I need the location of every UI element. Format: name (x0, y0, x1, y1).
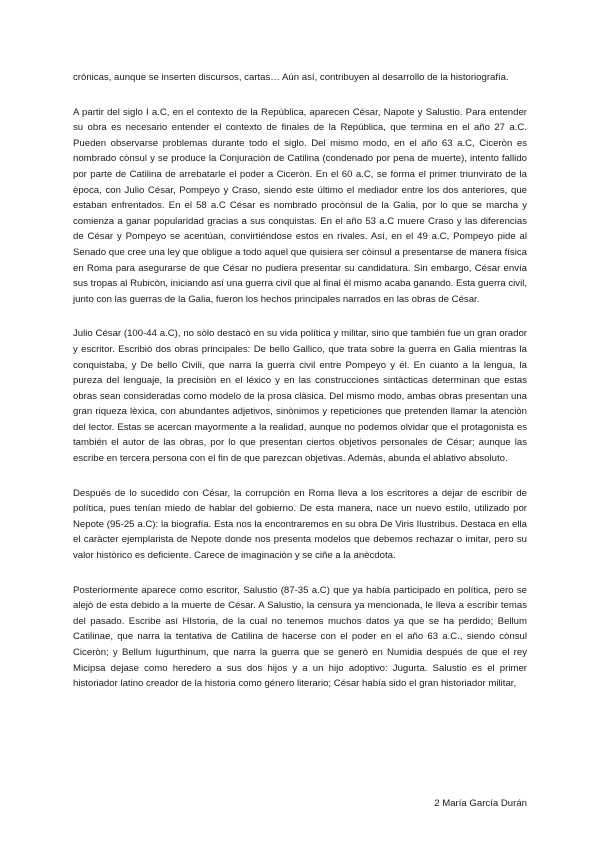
paragraph-salustio: Posteriormente aparece como escritor, Salustio (87-35 a.C) que ya había participado en política, pero se alejò de esta debido a la muerte de César. A Salustio, la censura ya mencionada, le lleva a escribir temas del pasado. Escribe así HIstoria, de la cual no tenemos muchos datos ya que se ha perdido; Bellum Catilinae, que narra la tentativa de Catilina de hacerse con el poder en el año 63 a.C., siendo cònsul Ciceròn; y Bellum Iugurthinum, que narra la guerra que se generò en Numidia después de que el rey Micipsa dejase como heredero a sus dos hijos y a un hijo adoptivo: Jugurta. Salustio es el primer historiador latino creador de la historia como género literario; César había sido el gran historiador militar, (73, 584, 527, 690)
paragraph-republic-context: A partir del siglo I a.C, en el contexto de la República, aparecen César, Napote y Salustio. Para entender su obra es necesario entender el contexto de finales de la República, que termina en el año 27 a.C. Pueden observarse problemas durante todo el siglo. Del mismo modo, en el año 63 a.C, Ciceròn es nombrado cònsul y se produce la Conjuraciòn de Catilina (condenado por pena de muerte), intento fallido por parte de Catilina de arrebatarle el poder a Ciceròn. En el 60 a.C, se forma el primer triunvirato de la època, con Julio César, Pompeyo y Craso, siendo este último el mediador entre los dos anteriores, que estaban enfrentados. En el 58 a.C César es nombrado procònsul de la Galia, por lo que se marcha y comienza a ganar popularidad gracias a sus conquistas. En el año 53 a.C muere Craso y las diferencias de César y Pompeyo se acentúan, convirtiéndose estos en rivales. Así, en el 49 a.C, Pompeyo pide al Senado que cree una ley que obligue a todo aquel que quisiera ser còinsul a presentarse de manera física en Roma para asegurarse de que César no pudiera presentar su candidatura. Sin embargo, César envía sus tropas al Rubicòn, iniciando así una guerra civil que al final él mismo acaba ganando. Esta guerra civil, junto con las guerras de la Galia, fueron los hechos principales narrados en las obras de César. (73, 106, 527, 305)
paragraph-historiography-intro: crónicas, aunque se inserten discursos, cartas… Aún así, contribuyen al desarrollo de la historiografía. (73, 72, 509, 83)
page-footer: 2 María García Durán (434, 798, 527, 809)
paragraph-nepote: Después de lo sucedido con César, la corrupciòn en Roma lleva a los escritores a dejar de escribir de política, pues tenían miedo de hablar del gobierno. De esta manera, nace un nuevo estilo, utilizado por Nepote (95-25 a.C): la biografía. Esta nos la encontraremos en su obra De Viris Ilustribus. Destaca en ella el caràcter ejemplarista de Nepote donde nos presenta modelos que debemos rechazar o imitar, pero su valor històrico es deficiente. Carece de imaginaciòn y se ciñe a la anècdota. (73, 487, 527, 562)
paragraph-julio-cesar: Julio César (100-44 a.C), no sòlo destacò en su vida política y militar, sino que también fue un gran orador y escritor. Escribiò dos obras principales: De bello Gallico, que trata sobre la guerra en Galia mientras la conquistaba, y De bello Civili, que narra la guerra civil entre Pompeyo y él. En cuanto a la lengua, la pureza del lenguaje, la precisiòn en el léxico y en las construcciones sintàcticas determinan que estas obras sean consideradas como modelo de la prosa clàsica. Del mismo modo, ambas obras presentan una gran riqueza lèxica, con abundantes adjetivos, sinònimos y repeticiones que pretenden llamar la atenciòn del lector. Estas se acercan mayormente a la realidad, aunque no podemos olvidar que el protagonista es también el autor de las obras, por lo que presentan ciertos objetivos personales de César; aunque las escribe en tercera persona con el fin de que parezcan objetivas. Ademàs, abunda el ablativo absoluto. (73, 328, 527, 465)
page-body (73, 70, 527, 711)
